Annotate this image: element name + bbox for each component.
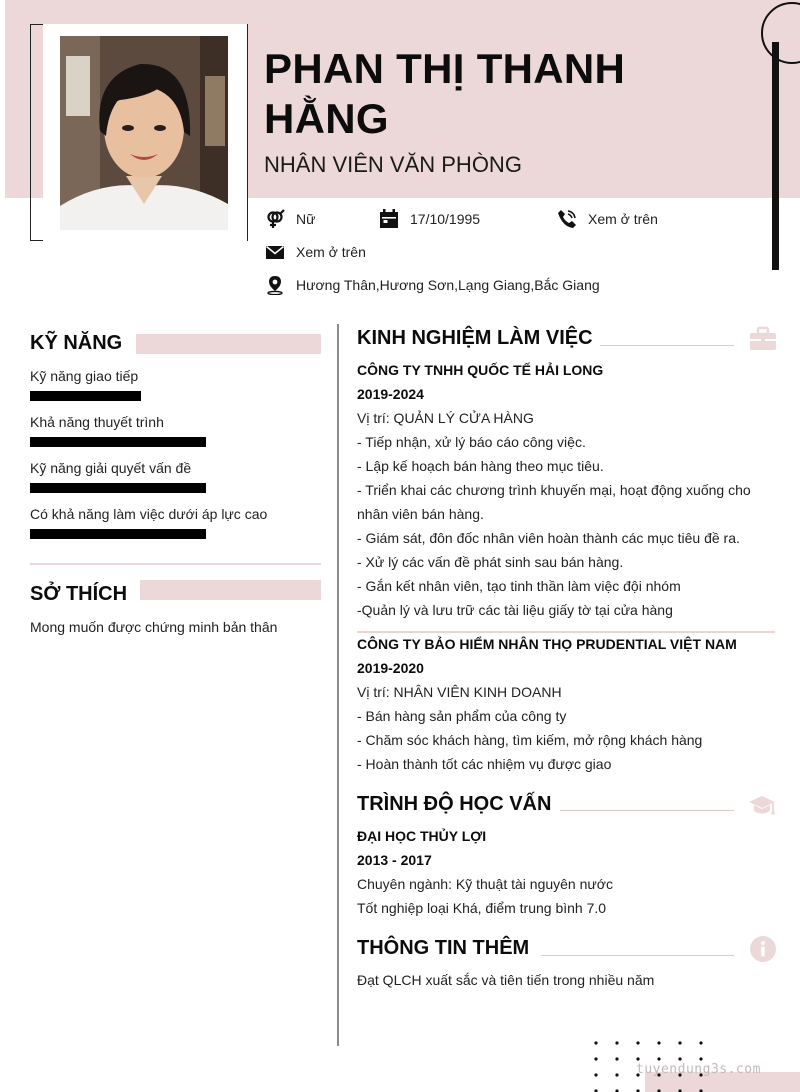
decor-dot	[594, 1041, 597, 1044]
hobbies-text: Mong muốn được chứng minh bản thân	[30, 619, 278, 635]
education-rule	[560, 810, 734, 811]
info-icon	[749, 935, 777, 963]
left-divider	[30, 563, 321, 565]
email-row	[265, 242, 366, 262]
skill-label: Kỹ năng giải quyết vấn đề	[30, 460, 192, 476]
skill-level-bar	[30, 391, 141, 401]
job-duty: - Gắn kết nhân viên, tạo tinh thần làm việc đội nhóm	[357, 578, 681, 594]
decor-dot	[678, 1057, 681, 1060]
gender-value: Nữ	[296, 211, 316, 227]
email-icon	[265, 242, 285, 262]
phone-icon	[557, 209, 577, 229]
job-position: Vị trí: QUẢN LÝ CỬA HÀNG	[357, 410, 534, 426]
decor-dot	[636, 1041, 639, 1044]
job-duty: - Triển khai các chương trình khuyến mại, hoạt động xuống cho nhân viên bán hàng.	[357, 482, 751, 522]
school-grade: Tốt nghiệp loại Khá, điểm trung bình 7.0	[357, 900, 607, 916]
job-duty: - Tiếp nhận, xử lý báo cáo công việc.	[357, 434, 586, 450]
decor-dot	[636, 1057, 639, 1060]
skill-label: Kỹ năng giao tiếp	[30, 368, 139, 384]
phone-row	[557, 209, 658, 229]
candidate-name: PHAN THỊ THANH HẰNG	[264, 45, 626, 142]
skill-level-bar	[30, 529, 206, 539]
skill-label: Khả năng thuyết trình	[30, 414, 164, 430]
avatar-portrait	[60, 36, 228, 230]
hobbies-title-bar	[140, 580, 321, 600]
job-period: 2019-2024	[357, 386, 424, 402]
school-major: Chuyên ngành: Kỹ thuật tài nguyên nước	[357, 876, 613, 892]
decor-dot	[657, 1057, 660, 1060]
birthday-value: 17/10/1995	[410, 211, 481, 227]
education-title: TRÌNH ĐỘ HỌC VẤN	[357, 793, 552, 815]
job-divider	[357, 631, 775, 633]
skill-label: Có khả năng làm việc dưới áp lực cao	[30, 506, 268, 522]
job-duty: - Bán hàng sản phẩm của công ty	[357, 708, 567, 724]
skill-level-bar	[30, 483, 206, 493]
decor-dot	[678, 1041, 681, 1044]
email-value: Xem ở trên	[296, 244, 366, 260]
extra-rule	[541, 955, 734, 956]
hobbies-title: SỞ THÍCH	[30, 583, 128, 605]
extra-text: Đạt QLCH xuất sắc và tiên tiến trong nhiều năm	[357, 972, 655, 988]
avatar	[60, 36, 228, 230]
phone-value: Xem ở trên	[588, 211, 658, 227]
job-title: NHÂN VIÊN VĂN PHÒNG	[264, 152, 522, 177]
skills-title: KỸ NĂNG	[30, 332, 123, 354]
calendar-icon	[379, 209, 399, 229]
job-duty: - Lập kế hoạch bán hàng theo mục tiêu.	[357, 458, 604, 474]
gender-row	[265, 209, 315, 229]
job-period: 2019-2020	[357, 660, 424, 676]
school-period: 2013 - 2017	[357, 852, 432, 868]
job-company: CÔNG TY BẢO HIỂM NHÂN THỌ PRUDENTIAL VIỆT NAM	[357, 636, 737, 652]
experience-title: KINH NGHIỆM LÀM VIỆC	[357, 327, 593, 349]
address-row	[265, 275, 600, 295]
extra-title: THÔNG TIN THÊM	[357, 937, 530, 959]
location-pin-icon	[265, 275, 285, 295]
experience-rule	[600, 345, 734, 346]
column-divider	[337, 324, 339, 1046]
decor-dot	[615, 1073, 618, 1076]
decorative-bar	[772, 42, 779, 270]
gender-icon	[265, 209, 285, 229]
job-position: Vị trí: NHÂN VIÊN KINH DOANH	[357, 684, 562, 700]
birthday-row	[379, 209, 480, 229]
watermark: tuyendung3s.com	[636, 1062, 761, 1077]
skill-level-bar	[30, 437, 206, 447]
decor-dot	[699, 1057, 702, 1060]
job-duty: - Giám sát, đôn đốc nhân viên hoàn thành các mục tiêu đề ra.	[357, 530, 740, 546]
job-duty: -Quản lý và lưu trữ các tài liệu giấy tờ tại cửa hàng	[357, 602, 673, 618]
decor-dot	[594, 1057, 597, 1060]
job-duty: - Xử lý các vấn đề phát sinh sau bán hàng.	[357, 554, 624, 570]
decor-dot	[699, 1041, 702, 1044]
address-value: Hương Thân,Hương Sơn,Lạng Giang,Bắc Giang	[296, 277, 600, 293]
graduation-cap-icon	[748, 792, 776, 820]
briefcase-icon	[749, 326, 777, 354]
job-duty: - Hoàn thành tốt các nhiệm vụ được giao	[357, 756, 612, 772]
decor-dot	[615, 1057, 618, 1060]
decor-dot	[615, 1041, 618, 1044]
school-name: ĐẠI HỌC THỦY LỢI	[357, 828, 487, 844]
skills-title-bar	[136, 334, 321, 354]
job-company: CÔNG TY TNHH QUỐC TẾ HẢI LONG	[357, 362, 604, 378]
decor-dot	[594, 1073, 597, 1076]
decor-dot	[657, 1041, 660, 1044]
job-duty: - Chăm sóc khách hàng, tìm kiếm, mở rộng khách hàng	[357, 732, 703, 748]
